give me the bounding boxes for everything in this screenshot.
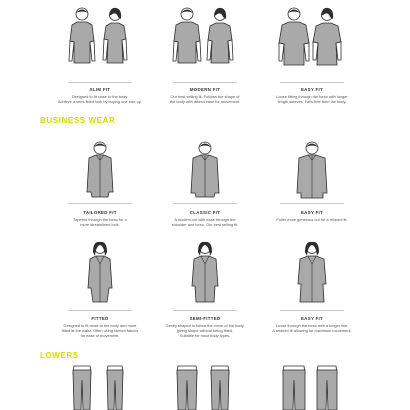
modern-lowers-figure [165,366,245,410]
floor-line [280,203,344,204]
fit-description: Loose fitting through the torso with longer length sleeves. Falls free from the body. [276,93,348,104]
fit-description: Gently shaped to follow the curve of the body, giving shape without being fitted. Suitable for most body types. [165,322,245,338]
fit-title: EASY FIT [300,87,324,92]
fit-description: Our best selling fit. Follows the shape of the body with added ease for movement. [169,93,241,104]
fit-title: FITTED [91,316,109,321]
fit-title: SEMI-FITTED [189,316,221,321]
floor-line [280,82,344,83]
fit-title: MODERN FIT [189,87,221,92]
easy-fit-blouse-figure [292,240,332,310]
classic-fit-figure [185,140,225,205]
fit-description: Fuller more generous cut for a relaxed fit. [276,216,348,222]
slim-fit-caption [40,87,160,104]
easy-lowers-figure [272,366,352,410]
fit-description: Designed to fit close to the body and more fitted at the waist. Often using stretch fabrics for ease of movement. [61,322,139,338]
floor-line [280,310,344,311]
floor-line [173,82,237,83]
modern-fit-figure [165,5,245,80]
easy-fit-figure [272,5,352,80]
lowers-heading: LOWERS [40,351,79,360]
fit-description: A modern cut with ease through the shoulder and torso. Our best selling fit. [171,216,239,227]
fit-description: Loose through the torso with a longer line. A relaxed fit allowing for maximum movement. [272,322,352,333]
semi-fitted-figure [185,240,225,310]
modern-fit-caption [145,87,265,104]
floor-line [173,310,237,311]
fit-title: EASY FIT [300,316,324,321]
fit-title: SLIM FIT [89,87,111,92]
slim-fit-figure [60,5,140,80]
slim-lowers-figure [60,366,140,410]
floor-line [68,310,132,311]
semi-fitted-caption [145,316,265,338]
floor-line [68,82,132,83]
fitted-figure [80,240,120,310]
easy-fit-shirt-caption [252,210,372,222]
fitted-caption [40,316,160,338]
business-wear-heading: BUSINESS WEAR [40,116,116,125]
classic-fit-caption [145,210,265,227]
tailored-fit-caption [40,210,160,227]
fit-description: Tapered through the torso for a more streamlined look. [73,216,127,227]
fit-title: TAILORED FIT [83,210,117,215]
easy-fit-shirt-figure [292,140,332,205]
easy-fit-caption [252,87,372,104]
fit-description: Designed to fit close to the body. Achieve a semi-fitted look by buying one size up. [57,93,143,104]
tailored-fit-figure [80,140,120,205]
fit-title: CLASSIC FIT [189,210,221,215]
easy-fit-blouse-caption [252,316,372,333]
floor-line [173,203,237,204]
fit-title: EASY FIT [300,210,324,215]
floor-line [68,203,132,204]
